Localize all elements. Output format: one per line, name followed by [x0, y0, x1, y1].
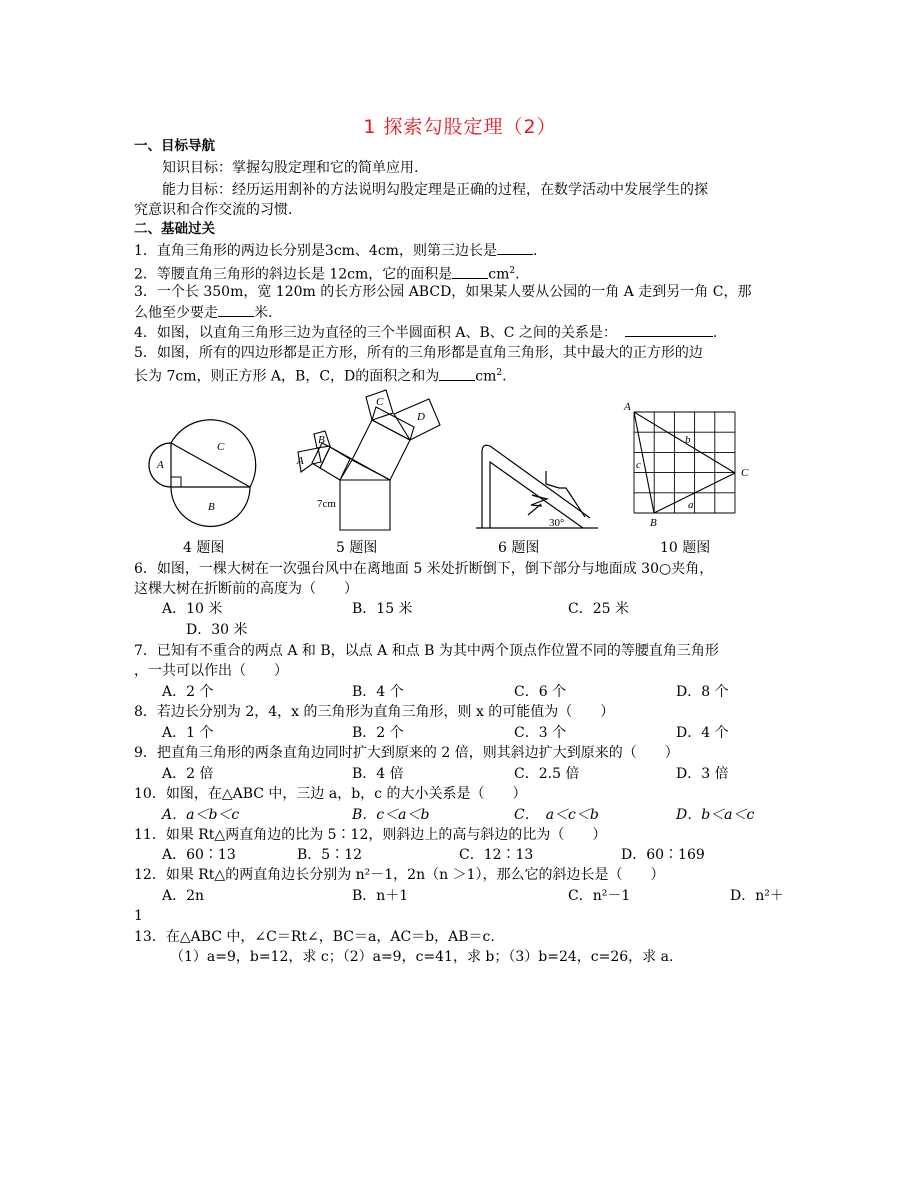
question-6-line2: 这棵大树在折断前的高度为（ ） — [134, 581, 358, 597]
q10-option-d[interactable]: D．b＜a＜c — [676, 807, 755, 823]
vertex-b-label: B — [650, 517, 657, 529]
question-4-end: . — [712, 325, 718, 341]
question-5-text: 长为 7cm，则正方形 A，B，C，D的面积之和为 — [134, 368, 440, 385]
question-3-line1: 3．一个长 350m，宽 120m 的长方形公园 ABCD，如果某人要从公园的一角 A 走到另一角 C，那 — [134, 284, 752, 300]
q11-option-d[interactable]: D．60∶169 — [621, 847, 705, 863]
question-2-sup: 2 — [509, 266, 516, 276]
question-1-end: . — [532, 243, 538, 259]
question-2 — [134, 262, 520, 284]
q12-option-d[interactable]: D．n²＋ — [730, 888, 784, 904]
q8-option-a[interactable]: A．1 个 — [162, 725, 214, 741]
question-3-text: 么他至少要走 — [134, 305, 218, 321]
question-1 — [134, 241, 537, 260]
ability-goal-line2: 究意识和合作交流的习惯. — [134, 202, 293, 218]
section-heading-goals: 一、目标导航 — [134, 138, 215, 154]
q6-option-d[interactable]: D．30 米 — [186, 622, 248, 638]
fig5-label-a: A — [297, 455, 304, 467]
side-a-label: a — [688, 499, 694, 511]
q12-option-b[interactable]: B．n＋1 — [352, 888, 409, 904]
tree-outer-outline — [482, 445, 590, 528]
question-12-line1: 12．如果 Rt△的两直角边长分别为 n²－1，2n（n ＞1），那么它的斜边长是（ ） — [134, 867, 665, 883]
question-5-end: . — [502, 368, 507, 385]
question-3-line2 — [134, 303, 272, 322]
figure-10-caption: 10 题图 — [660, 540, 711, 556]
fig5-side-label: 7cm — [317, 498, 336, 510]
fig4-label-c: C — [217, 441, 225, 453]
question-3-unit: 米. — [254, 305, 273, 321]
q11-option-a[interactable]: A．60∶13 — [162, 847, 236, 863]
triangle-hypotenuse — [171, 443, 250, 487]
figure-4-caption: 4 题图 — [183, 540, 225, 556]
question-1-text: 1．直角三角形的两边长分别是3cm、4cm，则第三边长是 — [134, 243, 497, 259]
question-13-line2: （1）a=9，b=12，求 c；（2）a=9，c=41，求 b；（3）b=24，c=26，求 a. — [170, 949, 674, 965]
question-10-line1: 10．如图，在△ABC 中，三边 a，b，c 的大小关系是（ ） — [134, 786, 527, 802]
fig4-label-a: A — [157, 459, 164, 471]
answer-blank-5[interactable] — [439, 367, 475, 381]
fig6-angle-label: 30° — [549, 517, 565, 529]
q7-option-c[interactable]: C．6 个 — [514, 684, 567, 700]
question-7-line2: ，一共可以作出（ ） — [134, 663, 288, 679]
answer-blank-2[interactable] — [452, 265, 488, 279]
question-5-line1: 5．如图，所有的四边形都是正方形，所有的三角形都是直角三角形，其中最大的正方形的边 — [134, 345, 703, 361]
tree-inner-outline — [490, 462, 583, 528]
q9-option-b[interactable]: B．4 倍 — [352, 766, 404, 782]
q11-option-c[interactable]: C．12∶13 — [459, 847, 534, 863]
question-5-sup: 2 — [496, 368, 503, 378]
q6-option-b[interactable]: B．15 米 — [352, 601, 413, 617]
question-8-line1: 8．若边长分别为 2，4，x 的三角形为直角三角形，则 x 的可能值为（ ） — [134, 704, 615, 720]
branch-lower — [531, 495, 547, 506]
q8-option-c[interactable]: C．3 个 — [514, 725, 567, 741]
q7-option-d[interactable]: D．8 个 — [676, 684, 729, 700]
figure-5-caption: 5 题图 — [336, 540, 378, 556]
q10-option-a[interactable]: A．a＜b＜c — [162, 807, 240, 823]
question-7-line1: 7．已知有不重合的两点 A 和 B，以点 A 和点 B 为其中两个顶点作位置不同的等腰直角三角形 — [134, 643, 719, 659]
answer-blank-1[interactable] — [497, 241, 533, 255]
q9-option-d[interactable]: D．3 倍 — [676, 766, 729, 782]
question-13-line1: 13．在△ABC 中，∠C＝Rt∠，BC＝a，AC＝b，AB＝c. — [134, 929, 495, 945]
q9-option-c[interactable]: C．2.5 倍 — [514, 766, 580, 782]
question-11-line1: 11．如果 Rt△两直角边的比为 5∶12，则斜边上的高与斜边的比为（ ） — [134, 827, 607, 843]
q6-option-a[interactable]: A．10 米 — [162, 601, 223, 617]
q7-option-b[interactable]: B．4 个 — [352, 684, 404, 700]
figure-6-caption: 6 题图 — [498, 540, 540, 556]
q11-option-b[interactable]: B．5∶12 — [297, 847, 363, 863]
right-angle-mark — [171, 477, 181, 487]
semicircle-c — [171, 420, 256, 487]
section-heading-basics: 二、基础过关 — [134, 221, 215, 237]
question-6-line1: 6．如图，一棵大树在一次强台风中在离地面 5 米处折断倒下，倒下部分与地面成 30○夹角， — [134, 561, 714, 577]
question-5-line2 — [134, 364, 507, 386]
question-9-line1: 9．把直角三角形的两条直角边同时扩大到原来的 2 倍，则其斜边扩大到原来的（ ） — [134, 745, 679, 761]
page-title: 1 探索勾股定理（2） — [363, 116, 557, 138]
q12-option-c[interactable]: C．n²－1 — [568, 888, 631, 904]
question-2-text: 2．等腰直角三角形的斜边长是 12cm，它的面积是 — [134, 266, 453, 283]
q12-option-a[interactable]: A．2n — [162, 888, 205, 904]
largest-square — [340, 480, 390, 530]
question-4 — [134, 323, 717, 342]
square-right-mid — [352, 420, 410, 480]
question-5-unit: cm — [475, 368, 497, 385]
fig5-label-b: B — [318, 434, 325, 446]
answer-blank-4[interactable] — [625, 323, 713, 337]
knowledge-goal: 知识目标：掌握勾股定理和它的简单应用. — [162, 160, 419, 176]
fig4-label-b: B — [208, 501, 215, 513]
q10-option-b[interactable]: B．c＜a＜b — [352, 807, 430, 823]
question-2-unit: cm — [488, 266, 510, 283]
q12-option-d-wrap: 1 — [134, 908, 143, 924]
question-4-text: 4．如图，以直角三角形三边为直径的三个半圆面积 A、B、C 之间的关系是： — [134, 325, 617, 341]
q8-option-b[interactable]: B．2 个 — [352, 725, 404, 741]
q7-option-a[interactable]: A．2 个 — [162, 684, 214, 700]
fig5-label-c: C — [376, 396, 384, 408]
figure-10-grid-triangle — [620, 395, 760, 535]
figure-6-broken-tree — [470, 430, 610, 535]
figure-5-squares — [290, 385, 450, 535]
side-c-label: c — [636, 459, 641, 471]
square-left-mid — [320, 447, 350, 480]
vertex-c-label: C — [741, 467, 749, 479]
side-b-label: b — [685, 434, 691, 446]
fig5-label-d: D — [417, 411, 425, 423]
q10-option-c[interactable]: C． a＜c＜b — [514, 807, 599, 823]
q9-option-a[interactable]: A．2 倍 — [162, 766, 214, 782]
vertex-a-label: A — [624, 401, 631, 413]
answer-blank-3[interactable] — [218, 303, 254, 317]
question-2-end: . — [515, 266, 520, 283]
figure-4-semicircles — [140, 410, 270, 530]
q8-option-d[interactable]: D．4 个 — [676, 725, 729, 741]
ability-goal-line1: 能力目标：经历运用割补的方法说明勾股定理是正确的过程，在数学活动中发展学生的探 — [162, 182, 708, 198]
q6-option-c[interactable]: C．25 米 — [568, 601, 629, 617]
